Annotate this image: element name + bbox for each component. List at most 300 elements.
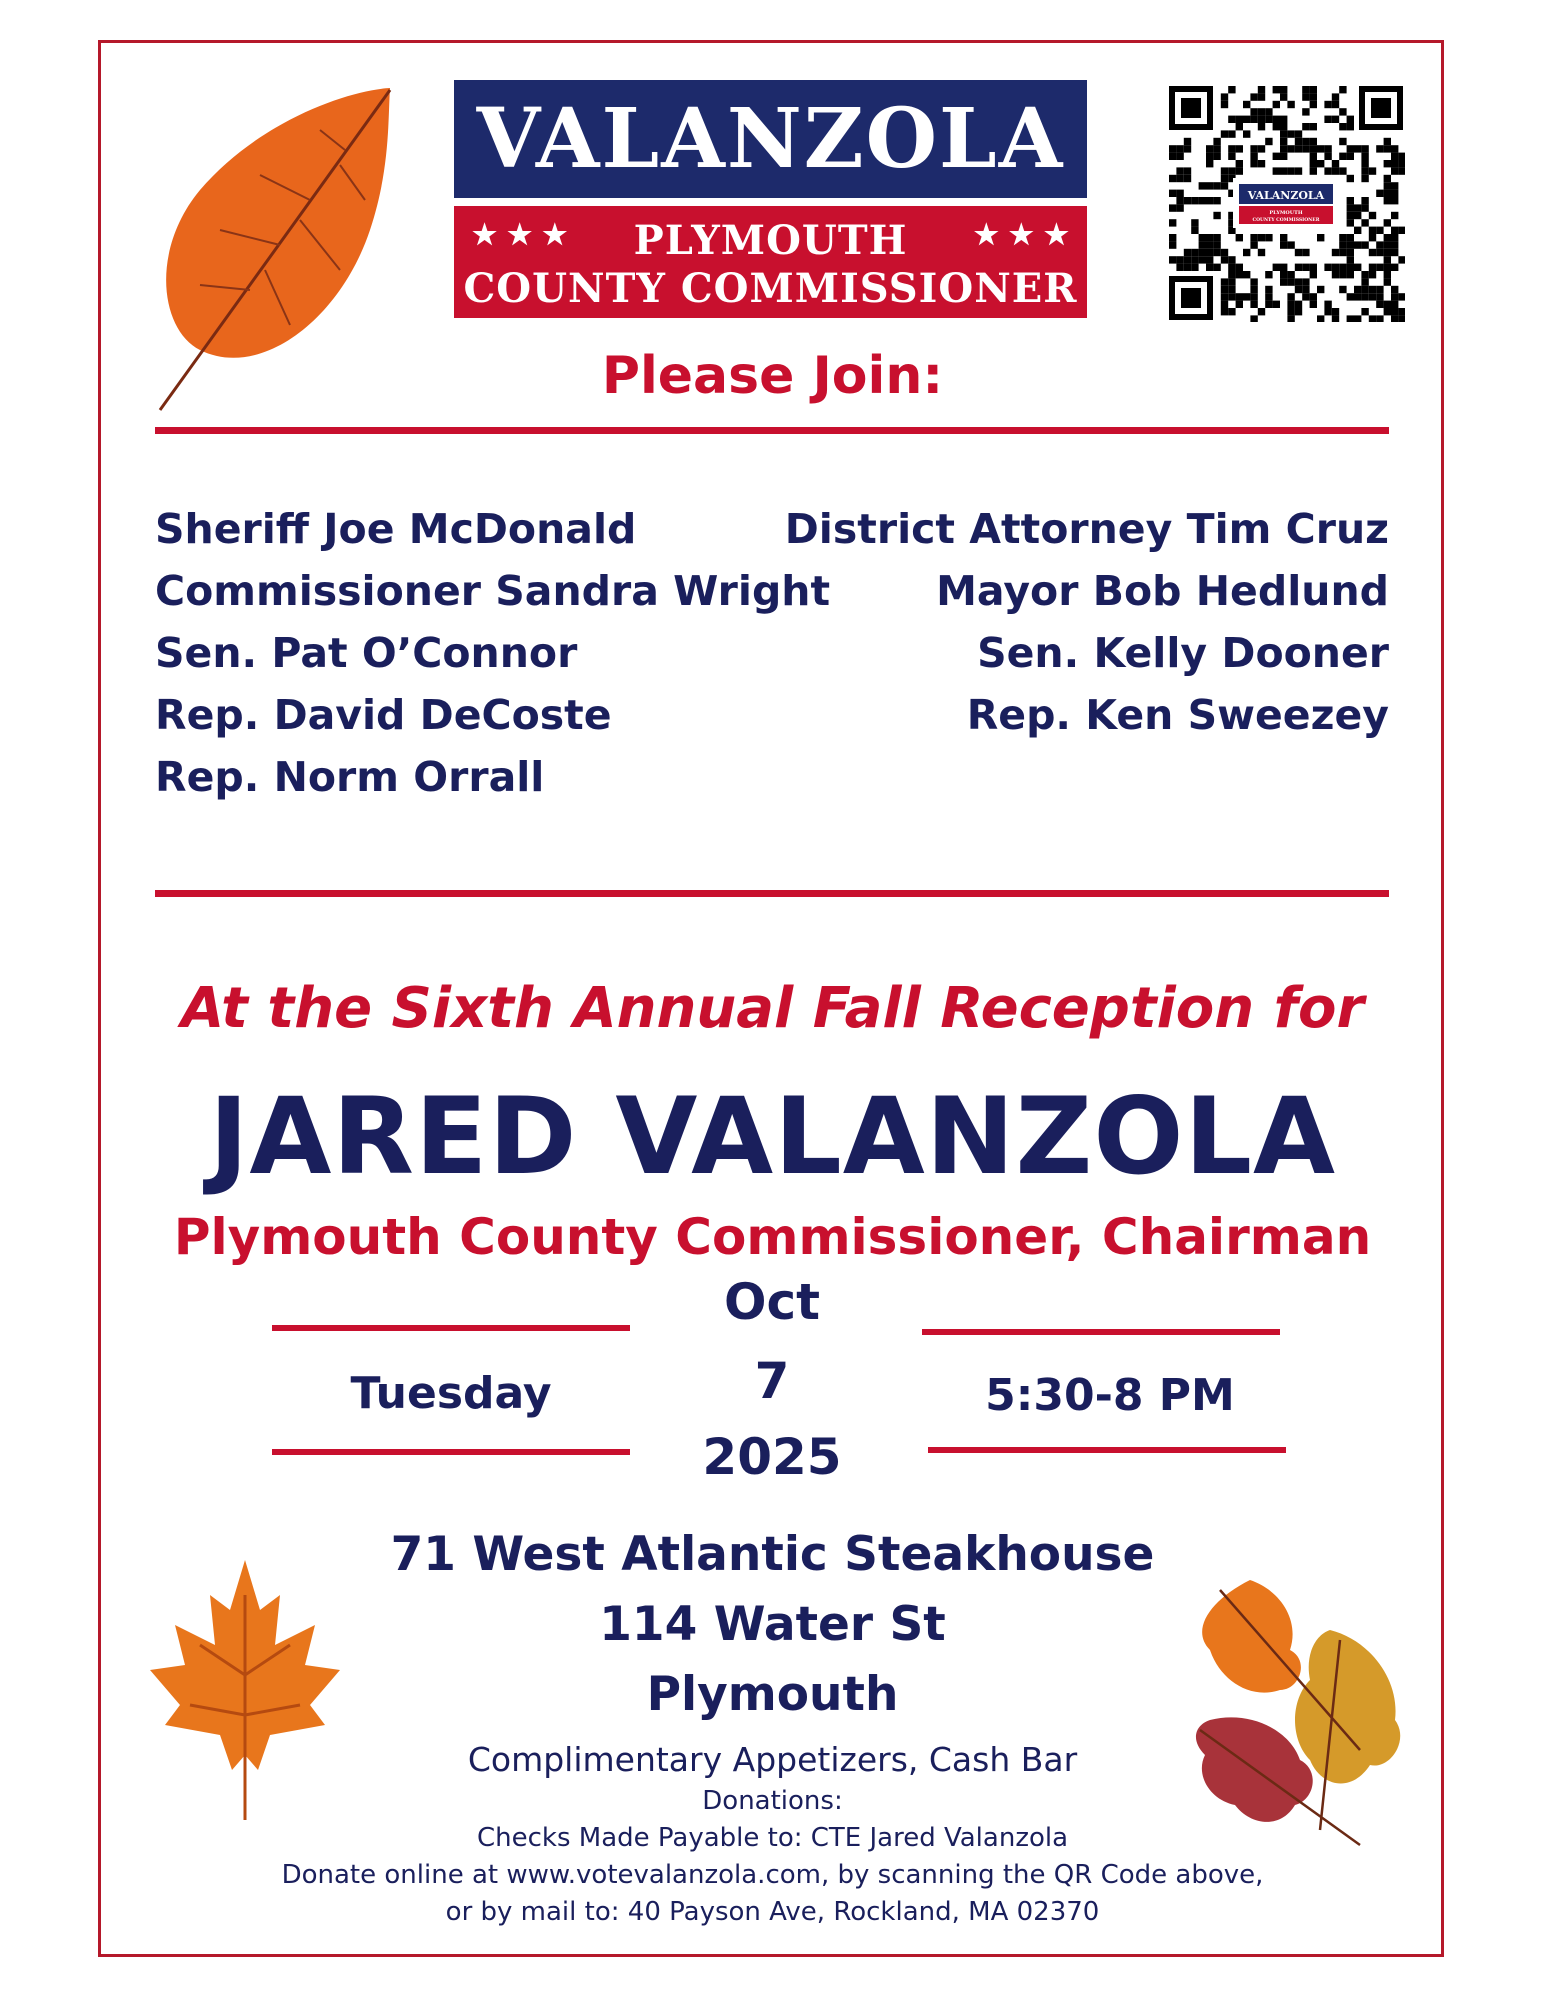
qr-module	[1258, 93, 1265, 100]
logo-line-commissioner: COUNTY COMMISSIONER	[463, 265, 1078, 312]
qr-module	[1250, 241, 1257, 248]
qr-module	[1199, 182, 1206, 189]
qr-module	[1184, 197, 1191, 204]
qr-module	[1339, 138, 1346, 145]
qr-module	[1339, 234, 1346, 241]
qr-module	[1273, 264, 1280, 271]
qr-module	[1376, 190, 1383, 197]
qr-module	[1324, 167, 1331, 174]
qr-module	[1295, 308, 1302, 315]
qr-module	[1243, 249, 1250, 256]
campaign-logo-banner	[454, 206, 1087, 318]
qr-module	[1280, 234, 1287, 241]
host-name: Sen. Pat O’Connor	[155, 629, 578, 677]
qr-module	[1265, 116, 1272, 123]
date-line-left-top	[272, 1325, 630, 1331]
qr-module	[1250, 145, 1257, 152]
qr-module	[1391, 234, 1398, 241]
qr-module	[1310, 160, 1317, 167]
qr-module	[1369, 167, 1376, 174]
qr-module	[1250, 301, 1257, 308]
qr-module	[1228, 86, 1235, 93]
qr-module	[1243, 293, 1250, 300]
qr-module	[1258, 249, 1265, 256]
qr-module	[1206, 264, 1213, 271]
qr-module	[1169, 256, 1176, 263]
donate-online-text: Donate online at www.votevalanzola.com, by scanning the QR Code above,	[281, 1860, 1264, 1890]
qr-module	[1265, 234, 1272, 241]
checks-payable-text: Checks Made Payable to: CTE Jared Valanzola	[476, 1823, 1069, 1853]
qr-module	[1391, 182, 1398, 189]
qr-module	[1199, 256, 1206, 263]
qr-module	[1228, 264, 1235, 271]
qr-module	[1280, 116, 1287, 123]
qr-module	[1295, 167, 1302, 174]
qr-module	[1310, 264, 1317, 271]
qr-module	[1206, 249, 1213, 256]
qr-module	[1287, 271, 1294, 278]
qr-module	[1287, 308, 1294, 315]
qr-module	[1236, 116, 1243, 123]
qr-module	[1332, 271, 1339, 278]
qr-module	[1213, 182, 1220, 189]
qr-module	[1295, 145, 1302, 152]
qr-module	[1243, 271, 1250, 278]
qr-module	[1369, 286, 1376, 293]
qr-module	[1347, 153, 1354, 160]
qr-module	[1391, 301, 1398, 308]
qr-module	[1250, 278, 1257, 285]
qr-module	[1250, 293, 1257, 300]
qr-module	[1354, 264, 1361, 271]
qr-module	[1339, 123, 1346, 130]
qr-module	[1258, 308, 1265, 315]
qr-module	[1221, 182, 1228, 189]
qr-module	[1265, 271, 1272, 278]
qr-module	[1332, 167, 1339, 174]
qr-module	[1361, 197, 1368, 204]
qr-module	[1310, 271, 1317, 278]
qr-module	[1310, 145, 1317, 152]
qr-module	[1176, 256, 1183, 263]
qr-module	[1361, 204, 1368, 211]
qr-module	[1324, 301, 1331, 308]
qr-module	[1347, 204, 1354, 211]
qr-module	[1280, 86, 1287, 93]
qr-module	[1347, 219, 1354, 226]
qr-module	[1310, 301, 1317, 308]
qr-module	[1213, 241, 1220, 248]
qr-module	[1236, 123, 1243, 130]
qr-module	[1280, 123, 1287, 130]
qr-module	[1236, 234, 1243, 241]
qr-module	[1191, 219, 1198, 226]
qr-module	[1273, 301, 1280, 308]
qr-module	[1258, 116, 1265, 123]
qr-module	[1191, 256, 1198, 263]
qr-module	[1369, 249, 1376, 256]
qr-module	[1324, 308, 1331, 315]
hosts-left-column	[155, 498, 830, 808]
qr-module	[1176, 264, 1183, 271]
qr-module	[1398, 167, 1405, 174]
qr-module	[1384, 138, 1391, 145]
qr-module	[1199, 234, 1206, 241]
qr-module	[1213, 145, 1220, 152]
qr-module	[1280, 153, 1287, 160]
qr-module	[1384, 301, 1391, 308]
qr-module	[1206, 160, 1213, 167]
qr-module	[1339, 271, 1346, 278]
qr-module	[1384, 241, 1391, 248]
qr-module	[1391, 190, 1398, 197]
honoree-title: Plymouth County Commissioner, Chairman	[173, 1208, 1372, 1266]
honoree-name: JARED VALANZOLA	[208, 1075, 1337, 1198]
qr-module	[1258, 160, 1265, 167]
qr-module	[1302, 138, 1309, 145]
event-time: 5:30-8 PM	[985, 1370, 1235, 1421]
qr-module	[1258, 108, 1265, 115]
qr-module	[1250, 116, 1257, 123]
qr-module	[1361, 271, 1368, 278]
qr-module	[1213, 234, 1220, 241]
qr-module	[1391, 241, 1398, 248]
qr-module	[1317, 315, 1324, 322]
qr-module	[1376, 241, 1383, 248]
event-date: 7	[754, 1352, 790, 1410]
date-line-right-top	[922, 1329, 1280, 1335]
event-month: Oct	[723, 1273, 821, 1331]
qr-module	[1228, 145, 1235, 152]
qr-module	[1184, 256, 1191, 263]
stars-left: ★★★	[472, 218, 578, 251]
qr-module	[1391, 197, 1398, 204]
qr-module	[1347, 197, 1354, 204]
qr-module	[1310, 138, 1317, 145]
qr-module	[1206, 153, 1213, 160]
qr-module	[1384, 145, 1391, 152]
event-tagline: At the Sixth Annual Fall Reception for	[180, 976, 1365, 1041]
qr-module	[1295, 278, 1302, 285]
qr-module	[1376, 301, 1383, 308]
qr-module	[1191, 264, 1198, 271]
qr-module	[1354, 241, 1361, 248]
qr-module	[1287, 301, 1294, 308]
qr-module	[1310, 293, 1317, 300]
qr-module	[1295, 264, 1302, 271]
qr-module	[1398, 308, 1405, 315]
qr-module	[1384, 278, 1391, 285]
qr-module	[1213, 138, 1220, 145]
qr-module	[1213, 197, 1220, 204]
qr-module	[1228, 308, 1235, 315]
qr-module	[1206, 145, 1213, 152]
qr-module	[1391, 145, 1398, 152]
qr-module	[1287, 167, 1294, 174]
qr-module	[1228, 293, 1235, 300]
qr-module	[1384, 256, 1391, 263]
qr-module	[1347, 256, 1354, 263]
qr-module	[1332, 93, 1339, 100]
qr-module	[1184, 145, 1191, 152]
qr-module	[1310, 123, 1317, 130]
qr-module	[1169, 241, 1176, 248]
qr-module	[1310, 101, 1317, 108]
qr-module	[1384, 308, 1391, 315]
qr-module	[1302, 293, 1309, 300]
qr-module	[1391, 293, 1398, 300]
qr-module	[1199, 249, 1206, 256]
qr-module	[1324, 145, 1331, 152]
qr-module	[1287, 315, 1294, 322]
qr-module	[1213, 212, 1220, 219]
qr-module	[1228, 167, 1235, 174]
qr-module	[1384, 264, 1391, 271]
qr-module	[1376, 249, 1383, 256]
qr-module	[1169, 219, 1176, 226]
host-name: Rep. David DeCoste	[155, 691, 612, 739]
qr-module	[1332, 264, 1339, 271]
qr-module	[1228, 116, 1235, 123]
qr-module	[1176, 204, 1183, 211]
qr-module	[1199, 241, 1206, 248]
oak-leaves-illustration	[1180, 1570, 1430, 1860]
host-name: Commissioner Sandra Wright	[155, 567, 831, 615]
qr-module	[1243, 101, 1250, 108]
qr-module	[1376, 286, 1383, 293]
qr-module	[1280, 145, 1287, 152]
qr-module	[1287, 101, 1294, 108]
qr-module	[1287, 145, 1294, 152]
qr-module	[1184, 249, 1191, 256]
venue-name: 71 West Atlantic Steakhouse	[390, 1527, 1155, 1582]
qr-module	[1324, 264, 1331, 271]
qr-module	[1354, 212, 1361, 219]
qr-module	[1213, 249, 1220, 256]
qr-module	[1332, 116, 1339, 123]
qr-module	[1361, 286, 1368, 293]
donations-label: Donations:	[702, 1786, 843, 1816]
qr-module	[1332, 249, 1339, 256]
qr-module	[1361, 308, 1368, 315]
qr-module	[1324, 101, 1331, 108]
qr-module	[1206, 234, 1213, 241]
qr-module	[1376, 293, 1383, 300]
qr-module	[1228, 130, 1235, 137]
qr-module	[1243, 116, 1250, 123]
qr-module	[1354, 227, 1361, 234]
campaign-logo-name: VALANZOLA	[454, 80, 1087, 198]
divider-top	[155, 427, 1389, 434]
qr-module	[1302, 278, 1309, 285]
qr-module	[1191, 249, 1198, 256]
qr-module	[1221, 278, 1228, 285]
qr-module	[1221, 175, 1228, 182]
qr-module	[1250, 315, 1257, 322]
qr-module	[1273, 123, 1280, 130]
qr-module	[1398, 227, 1405, 234]
qr-module	[1221, 101, 1228, 108]
qr-module	[1287, 278, 1294, 285]
qr-module	[1369, 293, 1376, 300]
please-join-heading: Please Join:	[601, 346, 944, 406]
qr-module	[1347, 175, 1354, 182]
qr-module	[1339, 286, 1346, 293]
qr-module	[1391, 249, 1398, 256]
qr-module	[1332, 315, 1339, 322]
qr-module	[1302, 286, 1309, 293]
qr-module	[1287, 130, 1294, 137]
qr-module	[1347, 123, 1354, 130]
qr-module	[1221, 301, 1228, 308]
qr-module	[1324, 153, 1331, 160]
hosts-right-column	[785, 498, 1389, 746]
qr-module	[1295, 286, 1302, 293]
qr-module	[1273, 167, 1280, 174]
host-name: Rep. Norm Orrall	[155, 753, 545, 801]
qr-module	[1213, 264, 1220, 271]
qr-module	[1384, 271, 1391, 278]
qr-module	[1347, 241, 1354, 248]
qr-module	[1302, 264, 1309, 271]
qr-module	[1250, 160, 1257, 167]
qr-module	[1169, 234, 1176, 241]
qr-logo-line2: COUNTY COMMISSIONER	[1252, 218, 1320, 223]
qr-module	[1369, 315, 1376, 322]
qr-module	[1384, 160, 1391, 167]
qr-module	[1332, 308, 1339, 315]
qr-module	[1398, 160, 1405, 167]
qr-module	[1384, 182, 1391, 189]
qr-module	[1302, 145, 1309, 152]
venue-street: 114 Water St	[599, 1597, 946, 1652]
qr-module	[1398, 315, 1405, 322]
event-day: Tuesday	[350, 1368, 552, 1419]
qr-pattern	[1167, 84, 1405, 322]
qr-module	[1339, 153, 1346, 160]
qr-module	[1361, 167, 1368, 174]
qr-module	[1391, 315, 1398, 322]
qr-module	[1221, 308, 1228, 315]
qr-module	[1302, 86, 1309, 93]
qr-module	[1384, 190, 1391, 197]
qr-module	[1332, 101, 1339, 108]
qr-module	[1376, 227, 1383, 234]
qr-module	[1287, 293, 1294, 300]
qr-module	[1176, 153, 1183, 160]
qr-module	[1221, 293, 1228, 300]
qr-module	[1236, 271, 1243, 278]
host-name: Rep. Ken Sweezey	[966, 691, 1389, 739]
qr-module	[1280, 167, 1287, 174]
qr-module	[1236, 167, 1243, 174]
qr-module	[1361, 175, 1368, 182]
qr-module	[1184, 264, 1191, 271]
qr-module	[1280, 130, 1287, 137]
qr-module	[1384, 219, 1391, 226]
qr-module	[1361, 153, 1368, 160]
qr-module	[1265, 293, 1272, 300]
host-name: District Attorney Tim Cruz	[784, 505, 1389, 553]
qr-module	[1339, 167, 1346, 174]
qr-module	[1176, 175, 1183, 182]
qr-module	[1391, 160, 1398, 167]
qr-module	[1391, 286, 1398, 293]
qr-module	[1258, 145, 1265, 152]
host-name: Sheriff Joe McDonald	[155, 505, 637, 553]
qr-module	[1317, 145, 1324, 152]
qr-module	[1295, 249, 1302, 256]
qr-module	[1391, 212, 1398, 219]
qr-module	[1347, 293, 1354, 300]
qr-module	[1221, 93, 1228, 100]
qr-module	[1302, 249, 1309, 256]
qr-module	[1280, 264, 1287, 271]
qr-module	[1280, 138, 1287, 145]
qr-module	[1347, 264, 1354, 271]
qr-module	[1273, 86, 1280, 93]
qr-module	[1384, 249, 1391, 256]
qr-module	[1295, 301, 1302, 308]
qr-module	[1302, 108, 1309, 115]
qr-module	[1273, 153, 1280, 160]
stars-right: ★★★	[973, 218, 1079, 251]
qr-module	[1236, 264, 1243, 271]
qr-module	[1176, 167, 1183, 174]
qr-module	[1236, 293, 1243, 300]
qr-module	[1369, 264, 1376, 271]
qr-module	[1317, 286, 1324, 293]
qr-module	[1199, 197, 1206, 204]
qr-module	[1221, 249, 1228, 256]
qr-module	[1250, 234, 1257, 241]
qr-module	[1184, 138, 1191, 145]
qr-module	[1317, 160, 1324, 167]
qr-module	[1391, 153, 1398, 160]
qr-module	[1228, 153, 1235, 160]
qr-module	[1206, 197, 1213, 204]
qr-module	[1295, 130, 1302, 137]
host-name: Sen. Kelly Dooner	[977, 629, 1389, 677]
qr-module	[1280, 241, 1287, 248]
qr-module	[1184, 167, 1191, 174]
qr-module	[1287, 241, 1294, 248]
qr-module	[1258, 234, 1265, 241]
qr-module	[1265, 301, 1272, 308]
donation-qr-code[interactable]	[1167, 84, 1405, 322]
qr-module	[1324, 116, 1331, 123]
qr-module	[1169, 190, 1176, 197]
qr-module	[1258, 86, 1265, 93]
qr-module	[1347, 249, 1354, 256]
qr-module	[1361, 241, 1368, 248]
maple-leaf-illustration	[140, 1555, 350, 1825]
logo-line-plymouth: PLYMOUTH	[633, 217, 908, 264]
qr-module	[1310, 93, 1317, 100]
qr-module	[1169, 145, 1176, 152]
qr-module	[1265, 286, 1272, 293]
qr-module	[1347, 315, 1354, 322]
qr-module	[1184, 175, 1191, 182]
qr-module	[1339, 249, 1346, 256]
qr-module	[1228, 271, 1235, 278]
qr-module	[1347, 145, 1354, 152]
qr-module	[1376, 315, 1383, 322]
qr-module	[1369, 227, 1376, 234]
qr-module	[1310, 86, 1317, 93]
qr-module	[1347, 212, 1354, 219]
qr-logo-name: VALANZOLA	[1247, 189, 1325, 202]
